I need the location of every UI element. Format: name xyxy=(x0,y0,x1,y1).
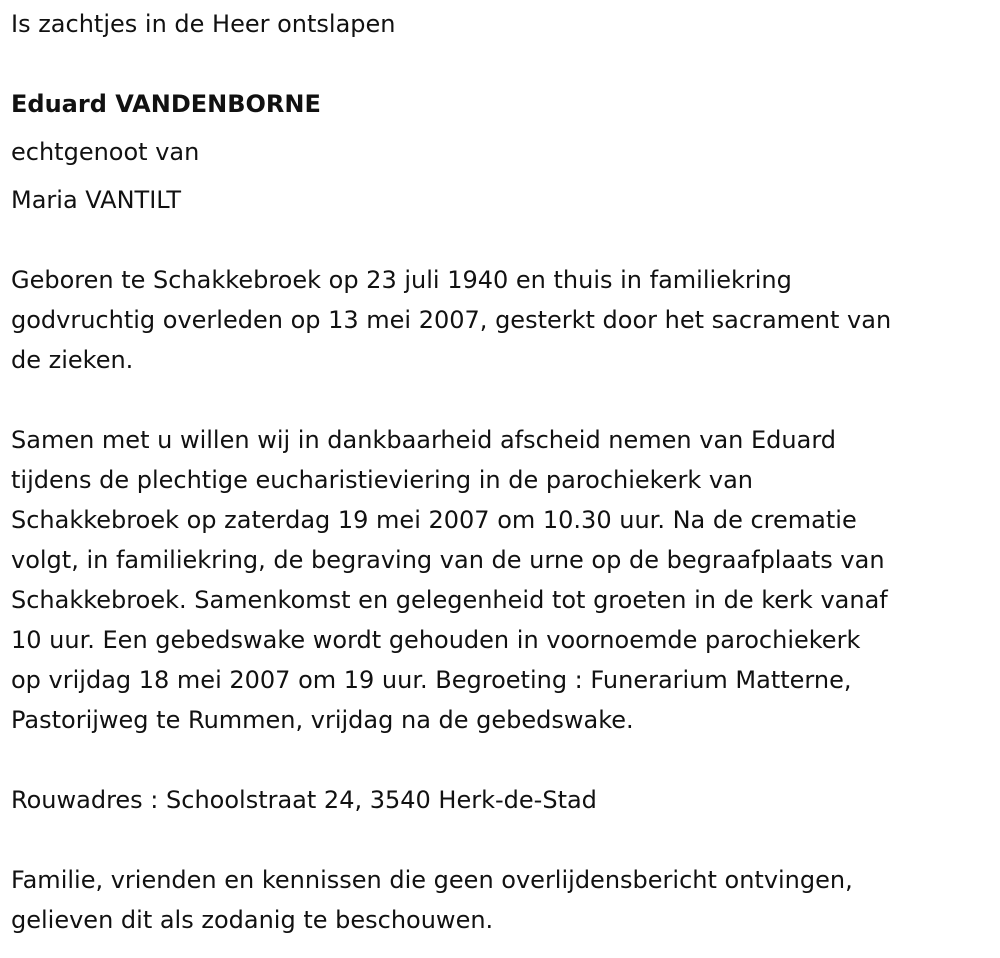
closing-paragraph xyxy=(11,860,991,940)
birth-death-paragraph xyxy=(11,260,991,380)
deceased-name: Eduard VANDENBORNE xyxy=(11,90,321,118)
paragraph-line: Schakkebroek op zaterdag 19 mei 2007 om 10.30 uur. Na de crematie xyxy=(11,506,857,534)
paragraph-line: tijdens de plechtige eucharistieviering in de parochiekerk van xyxy=(11,466,753,494)
paragraph-line: Familie, vrienden en kennissen die geen overlijdensbericht ontvingen, xyxy=(11,866,853,894)
spouse-name: Maria VANTILT xyxy=(11,186,182,214)
paragraph-line: godvruchtig overleden op 13 mei 2007, gesterkt door het sacrament van xyxy=(11,306,892,334)
paragraph-line: volgt, in familiekring, de begraving van de urne op de begraafplaats van xyxy=(11,546,885,574)
relation-line: echtgenoot van xyxy=(11,138,200,166)
ceremony-paragraph xyxy=(11,420,991,740)
paragraph-line: de zieken. xyxy=(11,346,134,374)
paragraph-line: Samen met u willen wij in dankbaarheid afscheid nemen van Eduard xyxy=(11,426,837,454)
paragraph-line: gelieven dit als zodanig te beschouwen. xyxy=(11,906,494,934)
paragraph-line: op vrijdag 18 mei 2007 om 19 uur. Begroeting : Funerarium Matterne, xyxy=(11,666,852,694)
paragraph-line: Schakkebroek. Samenkomst en gelegenheid tot groeten in de kerk vanaf xyxy=(11,586,888,614)
paragraph-line: 10 uur. Een gebedswake wordt gehouden in voornoemde parochiekerk xyxy=(11,626,861,654)
intro-line: Is zachtjes in de Heer ontslapen xyxy=(11,10,396,38)
paragraph-line: Pastorijweg te Rummen, vrijdag na de gebedswake. xyxy=(11,706,634,734)
mourning-address: Rouwadres : Schoolstraat 24, 3540 Herk-de-Stad xyxy=(11,786,597,814)
paragraph-line: Geboren te Schakkebroek op 23 juli 1940 en thuis in familiekring xyxy=(11,266,792,294)
